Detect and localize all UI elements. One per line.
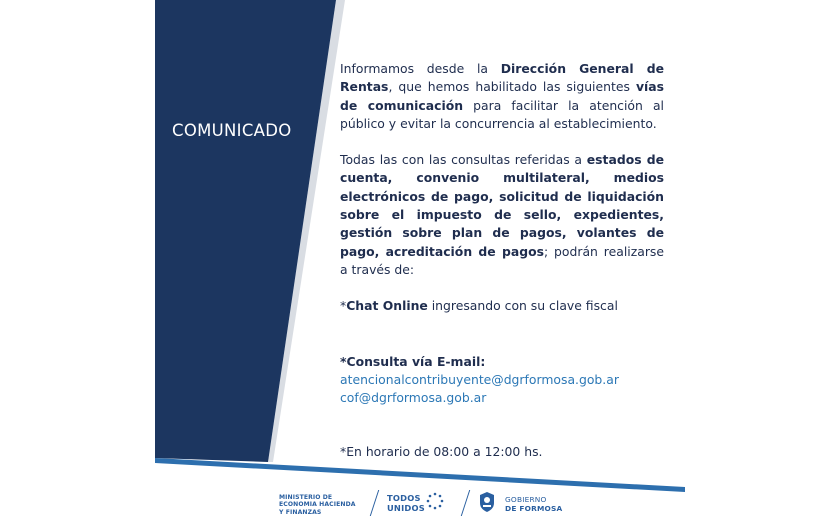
email-link-2[interactable] (340, 389, 664, 407)
email-address-2[interactable]: cof@dgrformosa.gob.ar (340, 390, 487, 406)
gobierno-formosa-logo-text (505, 495, 562, 513)
chat-line (340, 297, 664, 315)
intro-text-2: , que hemos habilitado las siguientes (388, 79, 636, 95)
chat-prefix: * (340, 298, 347, 314)
chat-online-label: Chat Online (346, 298, 428, 314)
todos-line: TODOS (387, 493, 421, 503)
topics-paragraph (340, 151, 664, 279)
announcement-body (340, 60, 664, 462)
gobierno-line: GOBIERNO (505, 495, 547, 504)
topics-text-1: Todas las con las consultas referidas a (340, 152, 587, 168)
email-address-1[interactable]: atencionalcontribuyente@dgrformosa.gob.ar (340, 371, 619, 387)
ministerio-line-3: Y FINANZAS (279, 508, 322, 516)
intro-text-1: Informamos desde la (340, 61, 501, 76)
todos-unidos-logo-text (387, 494, 425, 513)
email-heading (340, 353, 664, 371)
intro-paragraph (340, 60, 664, 133)
topics-bold: estados de cuenta, convenio multilateral, medios electrónicos de pago, solicitud de liquidación sobre el impuesto de sello, expedientes, gestión sobre plan de pagos, volantes de pago, acreditación de pagos (340, 152, 664, 259)
intro-bold-1: Dirección General de Rentas (340, 61, 664, 95)
footer-logos (155, 484, 685, 530)
formosa-shield-icon (478, 491, 496, 513)
intro-text-3: para facilitar la atención al público y evitar la concurrencia al establecimiento. (340, 97, 664, 131)
ministerio-line-2: ECONOMIA HACIENDA (279, 501, 356, 509)
unidos-line: UNIDOS (387, 502, 425, 513)
de-formosa-line: DE FORMOSA (505, 504, 563, 514)
footer-separator-2 (461, 490, 470, 516)
chat-rest: ingresando con su clave fiscal (427, 298, 618, 314)
intro-bold-2: vías de comunicación (340, 79, 664, 113)
footer-separator-1 (370, 490, 379, 516)
email-link-1[interactable] (340, 371, 664, 389)
schedule-line: *En horario de 08:00 a 12:00 hs. (340, 444, 543, 460)
topics-text-2: ; podrán realizarse a través de: (340, 243, 664, 277)
ministerio-line-1: MINISTERIO DE (279, 494, 333, 501)
stars-circle-icon (426, 492, 444, 510)
announcement-poster (155, 0, 685, 530)
page-title: COMUNICADO (172, 121, 292, 140)
ministerio-logo-text (279, 494, 356, 516)
email-heading-text: *Consulta vía E-mail: (340, 353, 486, 369)
